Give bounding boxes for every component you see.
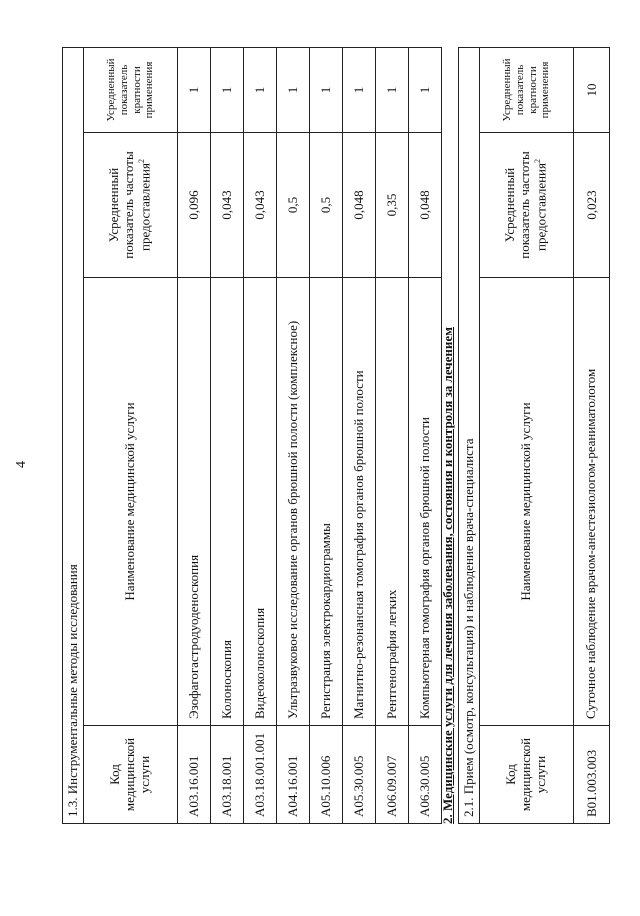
service-code: B01.003.003 — [574, 726, 610, 824]
multiplicity-value: 1 — [376, 47, 409, 132]
table-body — [574, 47, 610, 823]
header-name: Наименование медицинской услуги — [84, 278, 178, 726]
table-caption-row — [459, 47, 480, 823]
header-name: Наименование медицинской услуги — [480, 278, 574, 726]
service-code: A06.30.005 — [409, 726, 442, 824]
header-frequency — [480, 133, 574, 278]
table-row — [574, 47, 610, 823]
service-name: Ультразвуковое исследование органов брюшной полости (комплексное) — [277, 278, 310, 726]
service-name: Колоноскопия — [211, 278, 244, 726]
service-code: A03.18.001.001 — [244, 726, 277, 824]
table-row — [277, 47, 310, 823]
multiplicity-value: 1 — [244, 47, 277, 132]
table-header-row — [84, 47, 178, 823]
table-row — [409, 47, 442, 823]
footnote-marker: 2 — [533, 159, 543, 163]
specialist-consultation-table — [458, 47, 610, 824]
table-row — [178, 47, 211, 823]
frequency-value: 0,5 — [310, 133, 343, 278]
frequency-value: 0,043 — [244, 133, 277, 278]
multiplicity-value: 1 — [211, 47, 244, 132]
multiplicity-value: 1 — [178, 47, 211, 132]
section-2-title: 2. Медицинские услуги для лечения заболевания, состояния и контроля за лечением — [440, 326, 455, 824]
table-body — [178, 47, 442, 823]
header-multiplicity: Усредненный показатель кратности применения — [84, 47, 178, 132]
header-frequency-text: Усредненный показатель частоты предоставления — [502, 151, 549, 259]
frequency-value: 0,048 — [343, 133, 376, 278]
service-name: Магнитно-резонансная томография органов брюшной полости — [343, 278, 376, 726]
multiplicity-value: 10 — [574, 47, 610, 132]
footnote-marker: 2 — [137, 159, 147, 163]
table-header-row — [480, 47, 574, 823]
frequency-value: 0,5 — [277, 133, 310, 278]
section-2-1-caption: 2.1. Прием (осмотр, консультация) и наблюдение врача-специалиста — [459, 47, 480, 823]
frequency-value: 0,043 — [211, 133, 244, 278]
multiplicity-value: 1 — [277, 47, 310, 132]
table-row — [310, 47, 343, 823]
service-name: Рентгенография легких — [376, 278, 409, 726]
service-code: A03.16.001 — [178, 726, 211, 824]
table-row — [211, 47, 244, 823]
multiplicity-value: 1 — [310, 47, 343, 132]
header-multiplicity: Усредненный показатель кратности применения — [480, 47, 574, 132]
service-name: Компьютерная томография органов брюшной полости — [409, 278, 442, 726]
section-1-3-caption: 1.3. Инструментальные методы исследования — [63, 47, 84, 823]
table-caption-row — [63, 47, 84, 823]
header-frequency-text: Усредненный показатель частоты предоставления — [106, 151, 153, 259]
frequency-value: 0,048 — [409, 133, 442, 278]
frequency-value: 0,023 — [574, 133, 610, 278]
service-name: Видеоколоноскопия — [244, 278, 277, 726]
frequency-value: 0,096 — [178, 133, 211, 278]
service-name: Суточное наблюдение врачом-анестезиологом-реаниматологом — [574, 278, 610, 726]
table-row — [343, 47, 376, 823]
header-frequency — [84, 133, 178, 278]
service-code: A05.10.006 — [310, 726, 343, 824]
service-code: A06.09.007 — [376, 726, 409, 824]
frequency-value: 0,35 — [376, 133, 409, 278]
service-code: A03.18.001 — [211, 726, 244, 824]
page-number: 4 — [14, 461, 29, 468]
multiplicity-value: 1 — [409, 47, 442, 132]
multiplicity-value: 1 — [343, 47, 376, 132]
service-name: Регистрация электрокардиограммы — [310, 278, 343, 726]
table-row — [376, 47, 409, 823]
table-row — [244, 47, 277, 823]
header-code: Код медицинской услуги — [480, 726, 574, 824]
service-name: Эзофагогастродуоденоскопия — [178, 278, 211, 726]
header-code: Код медицинской услуги — [84, 726, 178, 824]
service-code: A04.16.001 — [277, 726, 310, 824]
instrumental-methods-table — [62, 47, 442, 824]
service-code: A05.30.005 — [343, 726, 376, 824]
